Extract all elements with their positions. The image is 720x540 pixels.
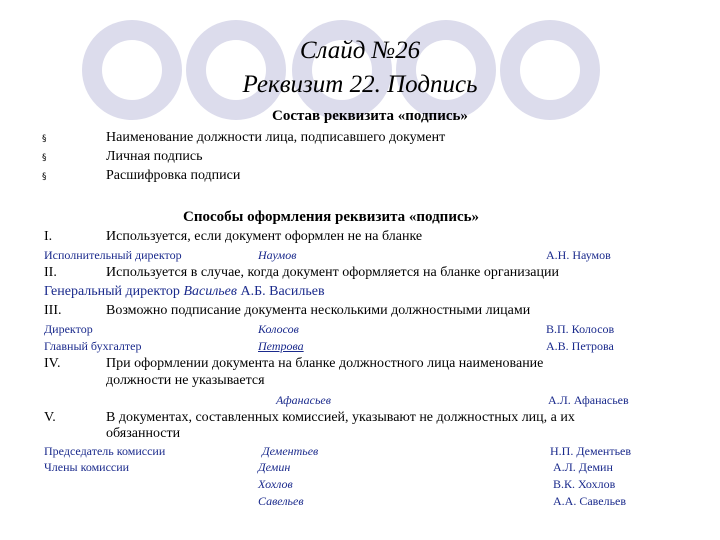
example-position: Директор xyxy=(44,322,93,336)
example-position: Генеральный директор xyxy=(44,284,180,299)
composition-heading: Состав реквизита «подпись» xyxy=(272,108,468,124)
example-name: А.В. Петрова xyxy=(546,339,614,353)
commission-members-label: Члены комиссии xyxy=(44,460,130,474)
example-name: А.А. Савельев xyxy=(553,494,627,508)
example-signature: Петрова xyxy=(258,339,304,353)
method-text: Используется в случае, когда документ оформляется на бланке организации xyxy=(106,265,559,280)
circle-1-center xyxy=(102,40,162,100)
example-name: А.Б. Васильев xyxy=(240,284,325,299)
commission-chair-label: Председатель комиссии xyxy=(44,444,166,458)
bullet-icon: § xyxy=(42,153,47,163)
method-text: обязанности xyxy=(106,426,181,441)
bullet-icon: § xyxy=(42,172,47,182)
example-name: А.Л. Демин xyxy=(553,460,613,474)
example-name: В.П. Колосов xyxy=(546,322,615,336)
composition-item: Личная подпись xyxy=(106,149,203,164)
composition-item: Расшифровка подписи xyxy=(106,168,241,183)
composition-item: Наименование должности лица, подписавшего документ xyxy=(106,130,446,145)
example-name: А.Н. Наумов xyxy=(546,248,611,262)
example-signature: Савельев xyxy=(258,494,304,508)
method-numeral: IV. xyxy=(44,356,61,371)
example-name: В.К. Хохлов xyxy=(553,477,616,491)
example-position: Главный бухгалтер xyxy=(44,339,142,353)
example-position: Исполнительный директор xyxy=(44,248,182,262)
bullet-icon: § xyxy=(42,134,47,144)
example-signature: Дементьев xyxy=(262,444,319,458)
example-name: А.Л. Афанасьев xyxy=(548,393,629,407)
method-text: Возможно подписание документа несколькими должностными лицами xyxy=(106,303,531,318)
method-text: Используется, если документ оформлен не на бланке xyxy=(106,229,423,244)
slide-title xyxy=(180,34,540,102)
slide-title-line1: Слайд №26 xyxy=(299,37,421,64)
method-numeral: V. xyxy=(44,410,56,425)
example-signature: Демин xyxy=(258,460,291,474)
example-name: Н.П. Дементьев xyxy=(550,444,632,458)
example-signature: Колосов xyxy=(258,322,299,336)
method-numeral: III. xyxy=(44,303,62,318)
methods-heading: Способы оформления реквизита «подпись» xyxy=(183,209,480,225)
example-signature: Афанасьев xyxy=(276,393,331,407)
method-text: При оформлении документа на бланке должностного лица наименование xyxy=(106,356,544,371)
method-numeral: I. xyxy=(44,229,53,244)
method-numeral: II. xyxy=(44,265,57,280)
example-signature: Наумов xyxy=(258,248,297,262)
example-signature: Хохлов xyxy=(258,477,293,491)
example-line xyxy=(44,284,325,300)
method-text: должности не указывается xyxy=(106,373,265,388)
method-text: В документах, составленных комиссией, указывают не должностных лиц, а их xyxy=(106,410,575,425)
example-signature: Васильев xyxy=(183,284,237,299)
slide-title-line2: Реквизит 22. Подпись xyxy=(242,71,478,98)
